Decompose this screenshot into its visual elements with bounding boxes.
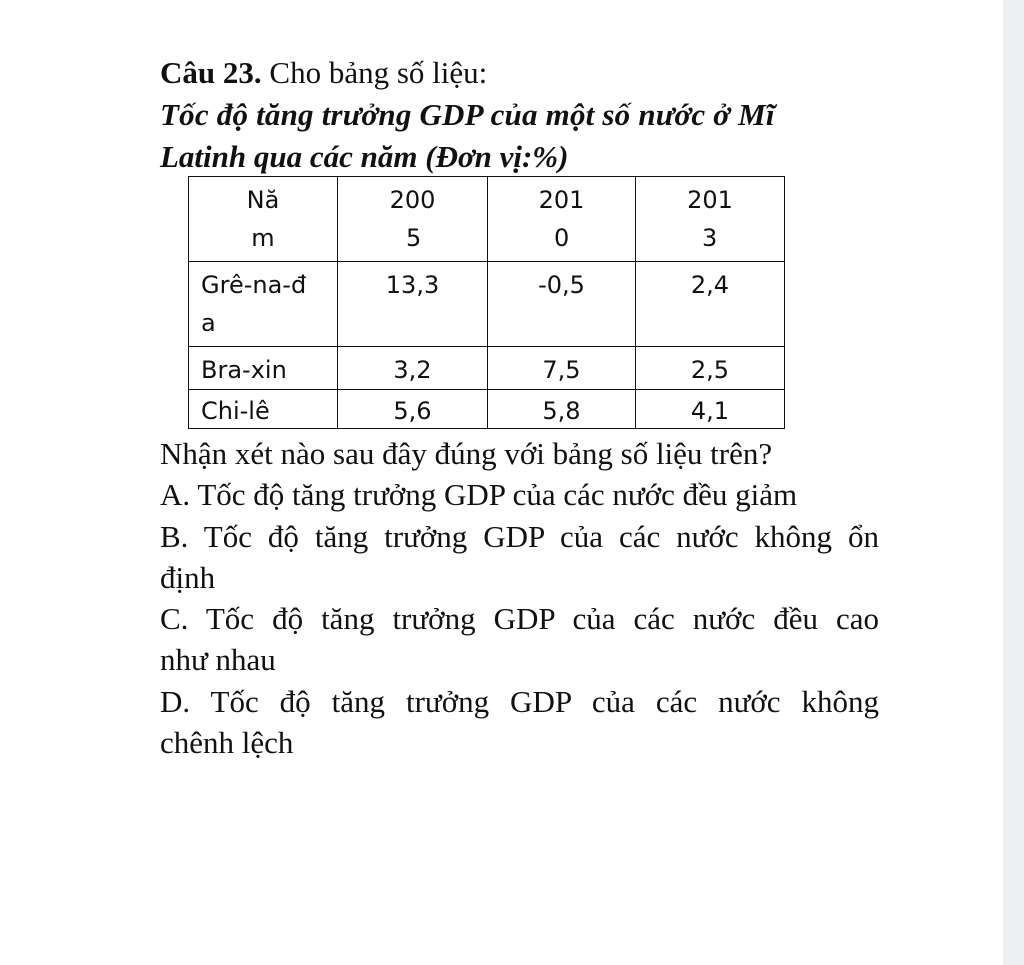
value-cell: -0,5 bbox=[488, 262, 636, 347]
value-cell: 13,3 bbox=[338, 262, 488, 347]
option-d-line-2[interactable]: chênh lệch bbox=[160, 725, 294, 760]
country-cell: Chi-lê bbox=[189, 390, 338, 429]
option-b-line-2[interactable]: định bbox=[160, 560, 216, 595]
header-cell-2013: 201 3 bbox=[636, 177, 785, 262]
option-c-line-2[interactable]: như nhau bbox=[160, 642, 276, 677]
country-cell: Grê-na-đ a bbox=[189, 262, 338, 347]
table-row bbox=[189, 262, 785, 347]
header-cell-2010: 201 0 bbox=[488, 177, 636, 262]
header-cell-year: Nă m bbox=[189, 177, 338, 262]
country-cell: Bra-xin bbox=[189, 347, 338, 390]
question-number: Câu 23. bbox=[160, 55, 262, 90]
header-cell-2005: 200 5 bbox=[338, 177, 488, 262]
table-header-row bbox=[189, 177, 785, 262]
option-c-line-1[interactable]: C. Tốc độ tăng trưởng GDP của các nước đều cao bbox=[160, 601, 879, 636]
table-row bbox=[189, 347, 785, 390]
question-intro: Cho bảng số liệu: bbox=[261, 55, 488, 90]
value-cell: 2,4 bbox=[636, 262, 785, 347]
gdp-growth-table bbox=[188, 176, 785, 429]
question-heading bbox=[160, 56, 487, 90]
table-row bbox=[189, 390, 785, 429]
value-cell: 2,5 bbox=[636, 347, 785, 390]
value-cell: 3,2 bbox=[338, 347, 488, 390]
option-b-line-1[interactable]: B. Tốc độ tăng trưởng GDP của các nước không ổn bbox=[160, 519, 879, 554]
value-cell: 5,8 bbox=[488, 390, 636, 429]
option-d-line-1[interactable]: D. Tốc độ tăng trưởng GDP của các nước không bbox=[160, 684, 879, 719]
option-a[interactable]: A. Tốc độ tăng trưởng GDP của các nước đều giảm bbox=[160, 477, 798, 512]
value-cell: 4,1 bbox=[636, 390, 785, 429]
question-prompt: Nhận xét nào sau đây đúng với bảng số liệu trên? bbox=[160, 436, 773, 471]
table-title-line-1: Tốc độ tăng trưởng GDP của một số nước ở Mĩ bbox=[160, 97, 775, 132]
side-strip bbox=[1003, 0, 1024, 965]
value-cell: 7,5 bbox=[488, 347, 636, 390]
value-cell: 5,6 bbox=[338, 390, 488, 429]
table-title-line-2: Latinh qua các năm (Đơn vị:%) bbox=[160, 139, 569, 174]
